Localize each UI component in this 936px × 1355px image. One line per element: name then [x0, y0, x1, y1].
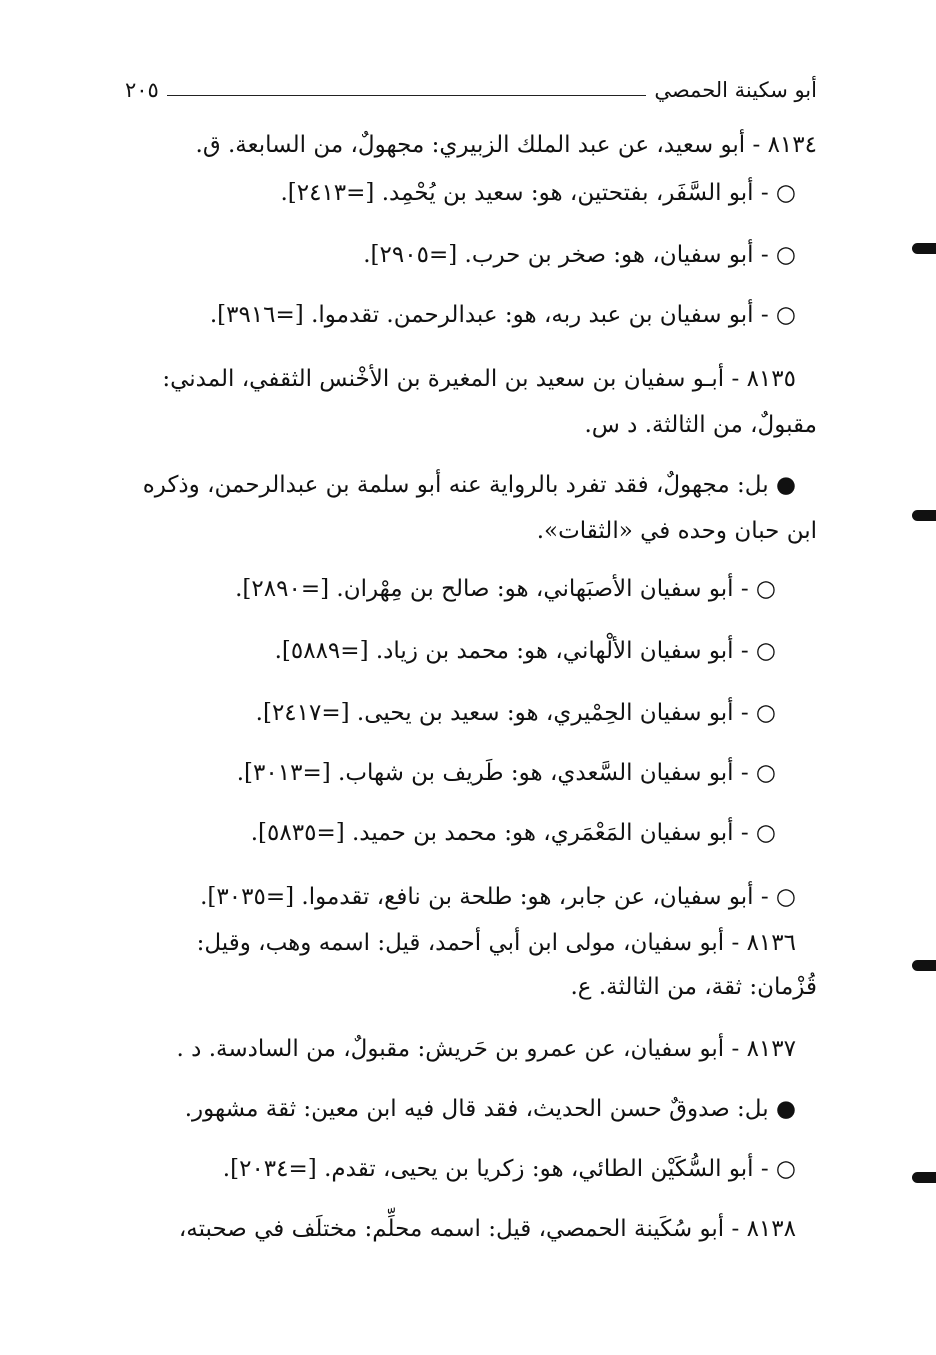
cross-reference-line: ○ - أبو سفيان، هو: صخر بن حرب. [=٢٩٠٥]. — [363, 242, 796, 268]
cross-reference-line: ○ - أبو السُّكَيْن الطائي، هو: زكريا بن يحيى، تقدم. [=٢٠٣٤]. — [222, 1156, 796, 1182]
scan-edge-mark — [912, 1172, 936, 1183]
cross-reference-line: ○ - أبو سفيان، عن جابر، هو: طلحة بن نافع، تقدموا. [=٣٠٣٥]. — [200, 884, 796, 910]
page-number: ٢٠٥ — [125, 78, 159, 102]
cross-reference-line: ○ - أبو سفيان بن عبد ربه، هو: عبدالرحمن. تقدموا. [=٣٩١٦]. — [209, 302, 796, 328]
cross-reference-line: ○ - أبو سفيان الأصبَهاني، هو: صالح بن مِهْران. [=٢٨٩٠]. — [235, 576, 776, 602]
editor-note-line: ● بل: صدوقٌ حسن الحديث، فقد قال فيه ابن معين: ثقة مشهور. — [184, 1096, 796, 1122]
editor-note-line-2: ابن حبان وحده في «الثقات». — [536, 518, 817, 544]
running-title: أبو سكينة الحمصي — [654, 78, 817, 102]
editor-note-line-1: ● بل: مجهولٌ، فقد تفرد بالرواية عنه أبو سلمة بن عبدالرحمن، وذكره — [142, 472, 796, 498]
entry-8137: ٨١٣٧ - أبو سفيان، عن عمرو بن حَريش: مقبولٌ، من السادسة. د . — [176, 1036, 796, 1062]
entry-8138: ٨١٣٨ - أبو سُكَينة الحمصي، قيل: اسمه محلِّم: مختلَف في صحبته، — [178, 1216, 796, 1242]
cross-reference-line: ○ - أبو سفيان الألْهاني، هو: محمد بن زياد. [=٥٨٨٩]. — [274, 638, 776, 664]
cross-reference-line: ○ - أبو سفيان الحِمْيري، هو: سعيد بن يحيى. [=٢٤١٧]. — [255, 700, 776, 726]
cross-reference-line: ○ - أبو سفيان السَّعدي، هو: طَريف بن شهاب. [=٣٠١٣]. — [236, 760, 776, 786]
cross-reference-line: ○ - أبو السَّفَر، بفتحتين، هو: سعيد بن يُحْمِد. [=٢٤١٣]. — [280, 180, 796, 206]
entry-8136-line-2: قُزْمان: ثقة، من الثالثة. ع. — [570, 974, 817, 1000]
cross-reference-line: ○ - أبو سفيان المَعْمَري، هو: محمد بن حميد. [=٥٨٣٥]. — [250, 820, 776, 846]
running-header — [125, 72, 817, 102]
scan-edge-mark — [912, 960, 936, 971]
scan-edge-mark — [912, 510, 936, 521]
entry-8135-line-1: ٨١٣٥ - أبـو سفيان بن سعيد بن المغيرة بن الأخْنس الثقفي، المدني: — [162, 366, 796, 392]
header-rule — [167, 95, 647, 96]
entry-8134: ٨١٣٤ - أبو سعيد، عن عبد الملك الزبيري: مجهولٌ، من السابعة. ق. — [195, 132, 817, 158]
scan-edge-mark — [912, 243, 936, 254]
entry-8136-line-1: ٨١٣٦ - أبو سفيان، مولى ابن أبي أحمد، قيل: اسمه وهب، وقيل: — [196, 930, 796, 956]
entry-8135-line-2: مقبولٌ، من الثالثة. د س. — [584, 412, 817, 438]
